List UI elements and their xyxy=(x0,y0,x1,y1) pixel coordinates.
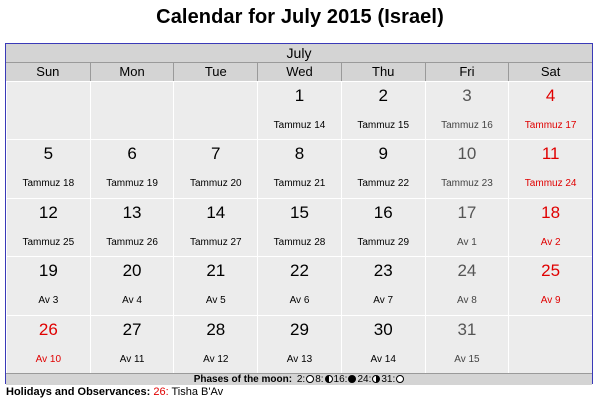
hebrew-date: Av 11 xyxy=(119,353,145,365)
day-number: 1 xyxy=(294,86,305,105)
day-cell xyxy=(341,81,425,139)
weekday-header: Tue xyxy=(173,63,257,81)
hebrew-date: Av 15 xyxy=(454,353,480,365)
weekday-header: Sun xyxy=(6,63,90,81)
day-number: 8 xyxy=(294,144,305,164)
day-cell xyxy=(425,198,509,256)
day-cell xyxy=(257,315,341,373)
moon-phase-date: 24: xyxy=(357,374,372,385)
hebrew-date: Tammuz 21 xyxy=(273,178,326,190)
weekday-header: Thu xyxy=(341,63,425,81)
weekday-header: Mon xyxy=(90,63,174,81)
day-cell xyxy=(257,198,341,256)
day-cell xyxy=(341,315,425,373)
day-cell xyxy=(6,315,90,373)
hebrew-date: Av 14 xyxy=(370,353,396,365)
day-number: 3 xyxy=(462,86,472,105)
hebrew-date: Av 6 xyxy=(289,295,310,307)
day-number: 18 xyxy=(541,202,561,222)
day-number: 11 xyxy=(541,144,560,164)
hebrew-date: Av 12 xyxy=(203,353,229,365)
day-number: 10 xyxy=(457,144,477,164)
hebrew-date: Av 5 xyxy=(205,295,226,307)
day-number: 16 xyxy=(373,202,393,222)
hebrew-date: Tammuz 14 xyxy=(273,120,326,131)
hebrew-date: Av 3 xyxy=(38,295,59,307)
day-cell xyxy=(257,81,341,139)
holidays-line xyxy=(6,386,223,398)
day-cell xyxy=(425,139,509,197)
full-moon-icon xyxy=(396,375,404,383)
day-number: 28 xyxy=(206,319,226,339)
day-cell xyxy=(173,256,257,314)
hebrew-date: Av 8 xyxy=(457,295,477,307)
day-cell xyxy=(6,139,90,197)
first-quarter-icon xyxy=(372,375,380,383)
hebrew-date: Av 7 xyxy=(373,295,394,307)
hebrew-date: Tammuz 24 xyxy=(524,178,577,190)
empty-day-cell xyxy=(508,315,592,373)
day-cell xyxy=(173,315,257,373)
hebrew-date: Av 2 xyxy=(540,236,561,248)
moon-phase-date: 31: xyxy=(381,374,396,385)
weekday-header: Wed xyxy=(257,63,341,81)
day-cell xyxy=(6,198,90,256)
weekday-header: Fri xyxy=(425,63,509,81)
moon-phase-date: 16: xyxy=(333,374,348,385)
day-number: 31 xyxy=(457,319,477,339)
day-number: 9 xyxy=(378,144,388,164)
hebrew-date: Tammuz 18 xyxy=(22,178,75,190)
holiday-name: Tisha B'Av xyxy=(171,386,224,398)
day-number: 2 xyxy=(378,86,388,105)
day-number: 23 xyxy=(373,261,393,281)
day-cell xyxy=(90,256,174,314)
day-cell xyxy=(341,198,425,256)
hebrew-date: Tammuz 15 xyxy=(357,120,410,131)
hebrew-date: Av 10 xyxy=(35,353,62,365)
empty-day-cell xyxy=(90,81,174,139)
hebrew-date: Av 1 xyxy=(457,236,477,248)
day-cell xyxy=(173,139,257,197)
empty-day-cell xyxy=(6,81,90,139)
day-number: 12 xyxy=(38,202,58,222)
day-number: 4 xyxy=(545,86,556,105)
hebrew-date: Tammuz 19 xyxy=(106,178,158,190)
day-number: 13 xyxy=(122,202,142,222)
day-number: 17 xyxy=(457,202,477,222)
weekday-header: Sat xyxy=(508,63,592,81)
full-moon-icon xyxy=(306,375,314,383)
hebrew-date: Tammuz 20 xyxy=(189,178,242,190)
day-cell xyxy=(425,81,509,139)
hebrew-date: Tammuz 28 xyxy=(273,236,326,248)
last-quarter-icon xyxy=(325,375,333,383)
day-number: 27 xyxy=(122,319,142,339)
day-number: 26 xyxy=(38,319,58,339)
day-number: 19 xyxy=(38,261,58,281)
day-cell xyxy=(508,198,592,256)
day-number: 25 xyxy=(541,261,561,281)
day-cell xyxy=(508,256,592,314)
day-cell xyxy=(425,315,509,373)
day-number: 6 xyxy=(127,144,137,164)
day-cell xyxy=(173,198,257,256)
day-cell xyxy=(6,256,90,314)
day-number: 22 xyxy=(290,261,309,281)
calendar-grid xyxy=(6,81,592,373)
day-number: 30 xyxy=(373,319,393,339)
hebrew-date: Tammuz 22 xyxy=(357,178,410,190)
hebrew-date: Tammuz 17 xyxy=(524,120,577,131)
moon-phase-date: 2: xyxy=(296,374,306,385)
day-number: 15 xyxy=(290,202,309,222)
hebrew-date: Av 4 xyxy=(122,295,142,307)
day-number: 5 xyxy=(43,144,54,164)
page-title: Calendar for July 2015 (Israel) xyxy=(156,6,444,28)
month-header: July xyxy=(6,44,592,63)
day-cell xyxy=(90,139,174,197)
day-cell xyxy=(341,139,425,197)
day-number: 14 xyxy=(206,202,226,222)
hebrew-date: Tammuz 25 xyxy=(22,236,75,248)
day-cell xyxy=(257,139,341,197)
moon-phases-label: Phases of the moon: xyxy=(193,374,293,385)
day-cell xyxy=(508,81,592,139)
day-number: 24 xyxy=(457,261,477,281)
calendar-table xyxy=(5,43,593,384)
day-cell xyxy=(508,139,592,197)
day-number: 21 xyxy=(206,261,226,281)
hebrew-date: Tammuz 26 xyxy=(106,236,158,248)
hebrew-date: Av 9 xyxy=(540,295,561,307)
day-cell xyxy=(425,256,509,314)
holiday-date: 26: xyxy=(153,386,169,398)
empty-day-cell xyxy=(173,81,257,139)
day-number: 7 xyxy=(211,144,221,164)
holidays-label: Holidays and Observances: xyxy=(6,386,151,398)
hebrew-date: Av 13 xyxy=(286,353,313,365)
day-cell xyxy=(257,256,341,314)
hebrew-date: Tammuz 23 xyxy=(441,178,493,190)
hebrew-date: Tammuz 27 xyxy=(189,236,242,248)
hebrew-date: Tammuz 16 xyxy=(441,120,493,131)
day-cell xyxy=(90,198,174,256)
day-cell xyxy=(90,315,174,373)
new-moon-icon xyxy=(348,375,356,383)
day-cell xyxy=(341,256,425,314)
hebrew-date: Tammuz 29 xyxy=(357,236,410,248)
day-number: 29 xyxy=(290,319,309,339)
moon-phase-date: 8: xyxy=(315,374,324,385)
day-number: 20 xyxy=(122,261,142,281)
weekday-header-row xyxy=(6,63,592,81)
moon-phases-bar xyxy=(6,373,592,385)
